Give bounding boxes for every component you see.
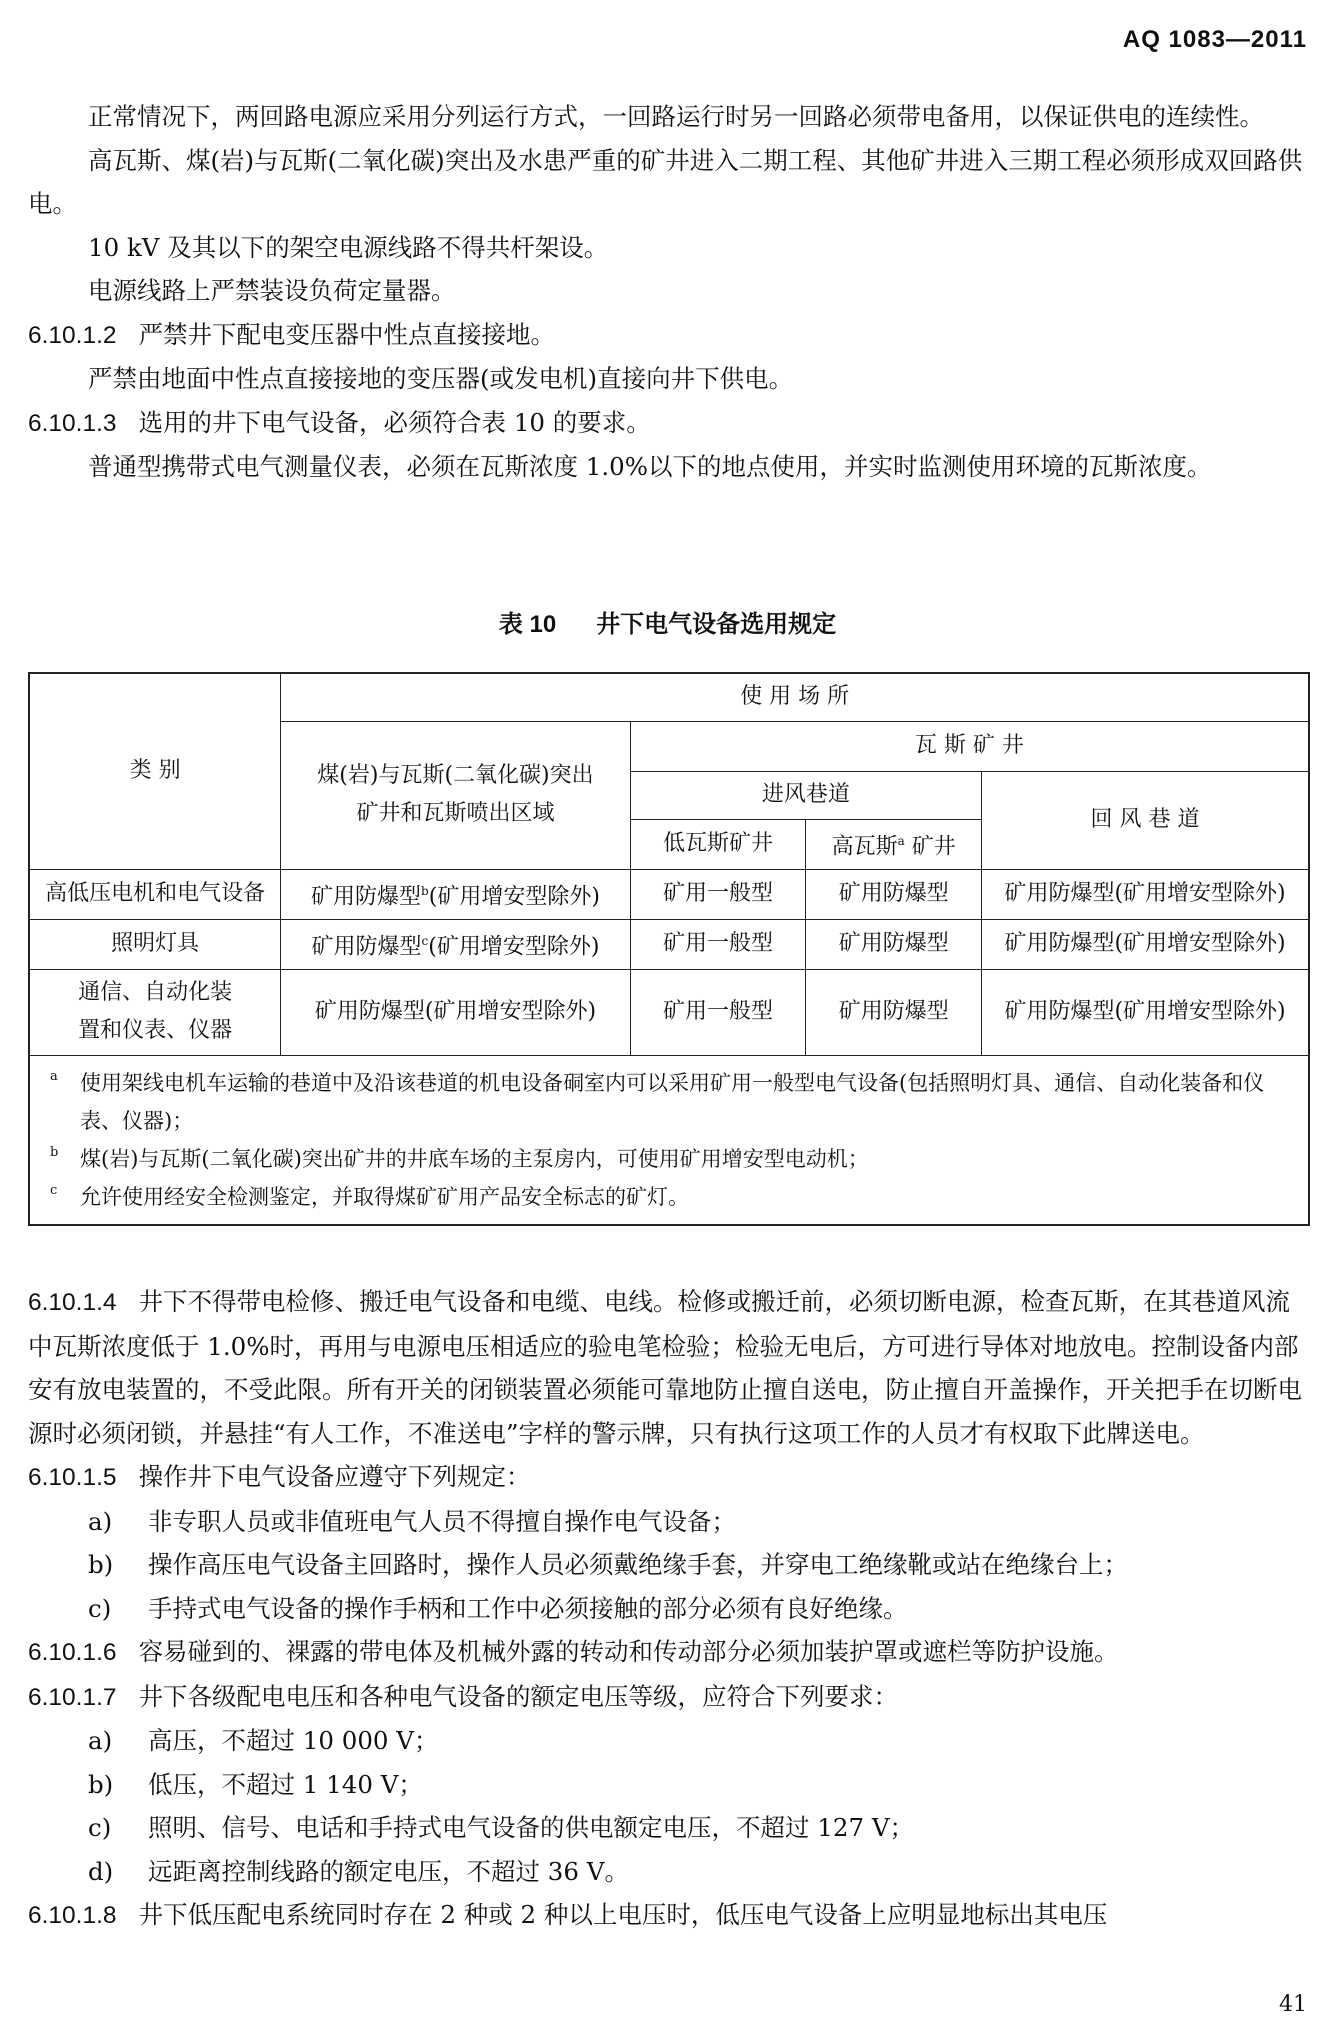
list-item: c) 手持式电气设备的操作手柄和工作中必须接触的部分必须有良好绝缘。 bbox=[88, 1593, 908, 1623]
top-section bbox=[28, 95, 1310, 489]
paragraph: 正常情况下，两回路电源应采用分列运行方式，一回路运行时另一回路必须带电备用，以保证供电的连续性。 bbox=[88, 102, 1264, 131]
cell: 矿用防爆型 bbox=[806, 969, 982, 1055]
clause-text: 操作井下电气设备应遵守下列规定： bbox=[138, 1462, 531, 1491]
clause-text: 井下不得带电检修、搬迁电气设备和电缆、电线。检修或搬迁前，必须切断电源，检查瓦斯，在其巷道风流中瓦斯浓度低于 1.0%时，再用与电源电压相适应的验电笔检验；检验无电后，方可进行导体对地放电。控制设备内部安有放电装置的，不受此限。所有开关的闭锁装置必须能可靠地防止擅自送电，防止擅自开盖操作，开关把手在切断电源时必须闭锁，并悬挂“有人工作，不准送电”字样的警示牌，只有执行这项工作的人员才有权取下此牌送电。 bbox=[28, 1287, 1302, 1448]
paragraph: 高瓦斯、煤(岩)与瓦斯(二氧化碳)突出及水患严重的矿井进入二期工程、其他矿井进入三期工程必须形成双回路供电。 bbox=[28, 145, 1303, 218]
list-item: c) 照明、信号、电话和手持式电气设备的供电额定电压，不超过 127 V； bbox=[88, 1813, 915, 1842]
cell: 矿用防爆型$^b$(矿用增安型除外) bbox=[281, 869, 630, 919]
list-item: d) 远距离控制线路的额定电压，不超过 36 V。 bbox=[88, 1856, 629, 1886]
list-item: a) 高压，不超过 10 000 V； bbox=[88, 1726, 439, 1755]
cell: 矿用防爆型(矿用增安型除外) bbox=[982, 969, 1309, 1055]
list-item: b) 操作高压电气设备主回路时，操作人员必须戴绝缘手套，并穿电工绝缘靴或站在绝缘台上； bbox=[88, 1550, 1128, 1579]
clause-6-10-1-3 bbox=[28, 401, 1310, 446]
clause-text: 井下低压配电系统同时存在 2 种或 2 种以上电压时，低压电气设备上应明显地标出其电压 bbox=[138, 1900, 1108, 1929]
equipment-selection-table bbox=[28, 672, 1310, 1226]
header-intake-roadway: 进风巷道 bbox=[630, 771, 981, 819]
table-row bbox=[29, 869, 1309, 919]
table-label: 表 10 bbox=[498, 611, 557, 638]
clause-text: 井下各级配电电压和各种电气设备的额定电压等级，应符合下列要求： bbox=[138, 1681, 899, 1711]
clause-number: 6.10.1.4 bbox=[28, 1289, 117, 1316]
table-row bbox=[29, 969, 1309, 1055]
cell: 矿用防爆型(矿用增安型除外) bbox=[281, 969, 630, 1055]
clause-number: 6.10.1.3 bbox=[28, 409, 117, 437]
clause-6-10-1-4 bbox=[28, 1280, 1310, 1455]
header-gas-mine: 瓦 斯 矿 井 bbox=[630, 721, 1309, 771]
header-outburst-mine: 煤(岩)与瓦斯(二氧化碳)突出矿井和瓦斯喷出区域 bbox=[281, 721, 630, 869]
row-category: 照明灯具 bbox=[29, 919, 281, 969]
table-row bbox=[29, 919, 1309, 969]
cell: 矿用防爆型(矿用增安型除外) bbox=[982, 919, 1309, 969]
clause-6-10-1-6 bbox=[28, 1630, 1310, 1675]
table-note: b 煤(岩)与瓦斯(二氧化碳)突出矿井的井底车场的主泵房内，可使用矿用增安型电动机； bbox=[50, 1144, 869, 1171]
clause-number: 6.10.1.2 bbox=[28, 321, 117, 349]
clause-6-10-1-5 bbox=[28, 1455, 1310, 1500]
list-item: b) 低压，不超过 1 140 V； bbox=[88, 1769, 423, 1799]
table-title bbox=[0, 604, 1335, 639]
clause-6-10-1-2 bbox=[28, 313, 1310, 358]
cell: 矿用防爆型(矿用增安型除外) bbox=[982, 869, 1309, 919]
paragraph: 10 kV 及其以下的架空电源线路不得共杆架设。 bbox=[88, 232, 609, 262]
clause-6-10-1-7 bbox=[28, 1675, 1310, 1720]
header-low-gas-mine: 低瓦斯矿井 bbox=[630, 819, 806, 869]
clause-number: 6.10.1.6 bbox=[28, 1639, 117, 1666]
cell: 矿用防爆型 bbox=[806, 869, 982, 919]
list-item: a) 非专职人员或非值班电气人员不得擅自操作电气设备； bbox=[88, 1506, 736, 1536]
header-category: 类 别 bbox=[29, 673, 281, 869]
standard-code-header: AQ 1083—2011 bbox=[1122, 26, 1307, 53]
cell: 矿用一般型 bbox=[630, 869, 806, 919]
header-return-roadway: 回 风 巷 道 bbox=[982, 771, 1309, 869]
clause-text: 容易碰到的、裸露的带电体及机械外露的转动和传动部分必须加装护罩或遮栏等防护设施。 bbox=[138, 1637, 1119, 1666]
cell: 矿用一般型 bbox=[630, 969, 806, 1055]
clause-6-10-1-8 bbox=[28, 1893, 1310, 1938]
header-usage-location: 使 用 场 所 bbox=[281, 673, 1309, 721]
clause-number: 6.10.1.5 bbox=[28, 1464, 117, 1491]
clause-number: 6.10.1.7 bbox=[28, 1683, 117, 1711]
clause-number: 6.10.1.8 bbox=[28, 1902, 117, 1929]
row-category: 高低压电机和电气设备 bbox=[29, 869, 281, 919]
table-caption: 井下电气设备选用规定 bbox=[596, 611, 837, 638]
table-note: a 使用架线电机车运输的巷道中及沿该巷道的机电设备硐室内可以采用矿用一般型电气设备(包括照明灯具、通信、自动化装备和仪表、仪器)； bbox=[50, 1068, 1265, 1133]
paragraph: 严禁由地面中性点直接接地的变压器(或发电机)直接向井下供电。 bbox=[88, 364, 794, 393]
clause-text: 选用的井下电气设备，必须符合表 10 的要求。 bbox=[138, 407, 651, 437]
bottom-section bbox=[28, 1280, 1310, 1938]
cell: 矿用防爆型 bbox=[806, 919, 982, 969]
table-notes bbox=[29, 1055, 1309, 1225]
clause-text: 严禁井下配电变压器中性点直接接地。 bbox=[138, 319, 556, 349]
row-category: 通信、自动化装置和仪表、仪器 bbox=[29, 969, 281, 1055]
paragraph: 普通型携带式电气测量仪表，必须在瓦斯浓度 1.0%以下的地点使用，并实时监测使用环境的瓦斯浓度。 bbox=[88, 452, 1212, 481]
header-high-gas-mine: 高瓦斯$^a$ 矿井 bbox=[806, 819, 982, 869]
cell: 矿用防爆型$^c$(矿用增安型除外) bbox=[281, 919, 630, 969]
cell: 矿用一般型 bbox=[630, 919, 806, 969]
paragraph: 电源线路上严禁装设负荷定量器。 bbox=[88, 276, 456, 305]
table-note: c 允许使用经安全检测鉴定，并取得煤矿矿用产品安全标志的矿灯。 bbox=[50, 1182, 689, 1209]
page-number: 41 bbox=[1279, 1992, 1307, 2017]
